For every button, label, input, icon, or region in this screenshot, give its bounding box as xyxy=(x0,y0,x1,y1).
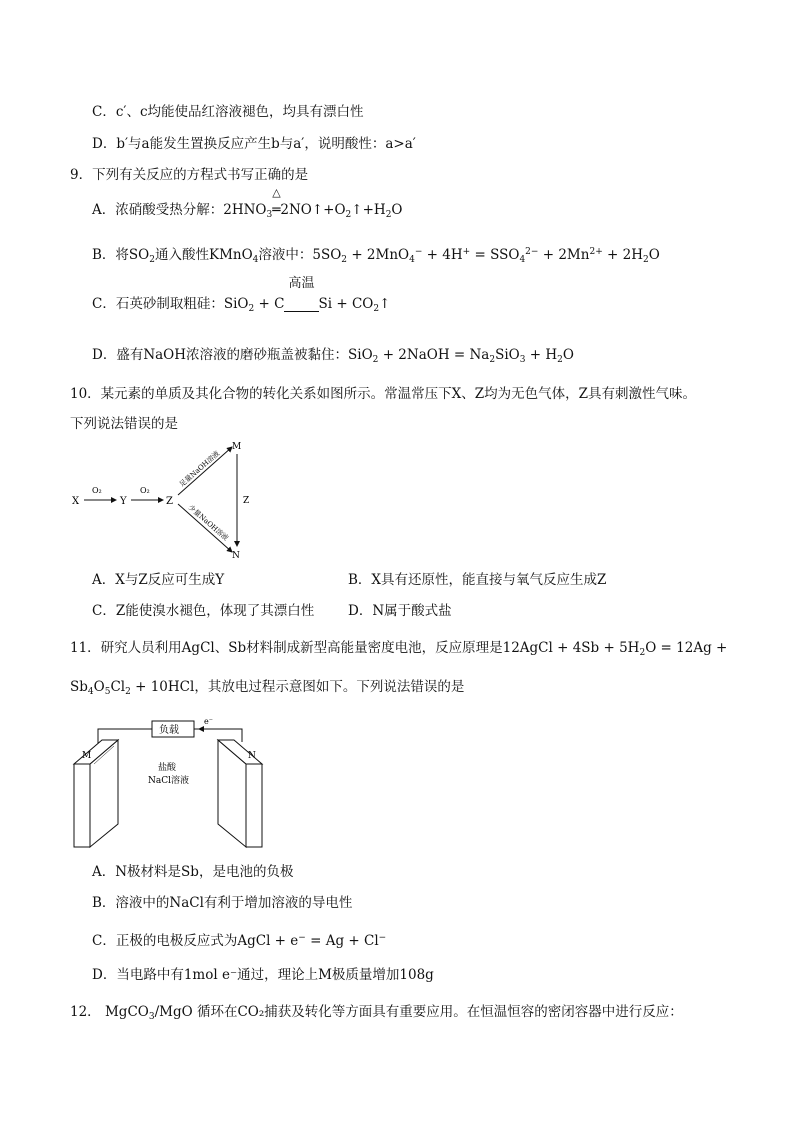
q10-option-c: C．Z能使溴水褪色，体现了其漂白性 xyxy=(92,603,315,619)
q11-stem-line2: $Sb_4O_5Cl_2 + 10HCl$，其放电过程示意图如下。下列说法错误的是 xyxy=(70,679,465,697)
q10-option-a: A．X与Z反应可生成Y xyxy=(92,572,225,588)
q9-option-c: C．石英砂制取粗硅：SiO$_2$ + C 高温 $Si + CO_2↑$ xyxy=(92,276,391,314)
node-z: Z xyxy=(166,496,173,507)
q8-option-c: C．c′、c均能使品红溶液褪色，均具有漂白性 xyxy=(92,104,364,120)
lower-reagent-label: 少量NaOH溶液 xyxy=(186,503,230,543)
q9-option-a-label: A．浓硝酸受热分解： xyxy=(92,202,224,218)
load-label: 负载 xyxy=(159,725,179,736)
electron-label: e⁻ xyxy=(204,717,213,726)
heat-arrow: △ ═ xyxy=(272,186,281,218)
high-temp-label: 高温 xyxy=(288,276,315,291)
q9-option-b-mid2: 溶液中： xyxy=(258,247,313,263)
high-temp-arrow xyxy=(284,276,318,314)
q11-battery-diagram xyxy=(70,712,280,852)
o2-label-1: O₂ xyxy=(92,486,102,495)
edge-z-label: Z xyxy=(243,496,250,506)
q8-option-d: D．b′与a能发生置换反应产生b与a′，说明酸性：a>a′ xyxy=(92,136,416,152)
node-n: N xyxy=(232,551,240,560)
q9-option-d: D．盛有NaOH浓溶液的磨砂瓶盖被黏住：SiO$_2$ + 2NaOH = $Na_2SiO_3 + H_2O$ xyxy=(92,347,574,365)
q9-option-b: B．将$SO_2$通入酸性KMnO$_4$溶液中：$5SO_2 + 2MnO_4^- + 4H^+ = SSO_4^{2-} + 2Mn^{2+} + 2H_2O$ xyxy=(92,247,660,265)
q9-option-b-label: B．将SO xyxy=(92,247,150,263)
electrode-n-front xyxy=(246,764,262,847)
q9-option-c-label: C．石英砂制取粗硅： xyxy=(92,296,224,312)
q11-option-b: B．溶液中的NaCl有利于增加溶液的导电性 xyxy=(92,895,353,911)
q12-number: 12． xyxy=(70,1004,101,1020)
q9-option-d-label: D．盛有NaOH浓溶液的磨砂瓶盖被黏住： xyxy=(92,347,349,363)
arrow-z-n xyxy=(178,504,232,552)
q10-option-d: D．N属于酸式盐 xyxy=(348,603,452,619)
q11-option-c-label: C．正极的电极反应式为 xyxy=(92,933,238,949)
solution-label-1: 盐酸 xyxy=(158,763,177,773)
q9-option-b-mid: 通入酸性KMnO xyxy=(154,247,253,263)
q11-stem-suffix: ，其放电过程示意图如下。下列说法错误的是 xyxy=(194,679,465,695)
o2-label-2: O₂ xyxy=(140,486,150,495)
solution-label-2: NaCl溶液 xyxy=(148,776,190,786)
q11-stem-text: 11．研究人员利用AgCl、Sb材料制成新型高能量密度电池，反应原理是 xyxy=(70,640,503,656)
electrode-m-front xyxy=(74,764,90,847)
node-m: M xyxy=(232,442,242,452)
q11-option-a: A．N极材料是Sb，是电池的负极 xyxy=(92,864,294,880)
q9-option-a: A．浓硝酸受热分解：$2HNO_3$ △ $═2NO↑+O_2↑+H_2O$ xyxy=(92,186,403,220)
q12-stem-text: 循环在CO₂捕获及转化等方面具有重要应用。在恒温恒容的密闭容器中进行反应： xyxy=(196,1004,683,1020)
electrode-m-label: M xyxy=(82,751,92,761)
q10-transformation-diagram xyxy=(70,440,260,560)
electrode-n-label: N xyxy=(248,751,256,761)
arrow-z-m xyxy=(178,447,232,495)
node-y: Y xyxy=(120,496,127,507)
q12-stem: 12． MgCO$_3$/MgO 循环在CO₂捕获及转化等方面具有重要应用。在恒温恒容的密闭容器中进行反应： xyxy=(70,1004,683,1022)
q10-stem-line1: 10．某元素的单质及其化合物的转化关系如图所示。常温常压下X、Z均为无色气体，Z具有刺激性气味。 xyxy=(70,386,697,402)
q9-stem: 9．下列有关反应的方程式书写正确的是 xyxy=(70,167,309,183)
q11-option-c: C．正极的电极反应式为AgCl + e− = Ag + Cl− xyxy=(92,933,387,949)
q10-stem-line2: 下列说法错误的是 xyxy=(70,416,178,432)
upper-reagent-label: 足量NaOH溶液 xyxy=(178,449,222,489)
q11-stem-line1: 11．研究人员利用AgCl、Sb材料制成新型高能量密度电池，反应原理是12AgCl + $4Sb + 5H_2O = 12Ag$ + xyxy=(70,640,728,658)
heat-symbol: △ xyxy=(272,186,281,199)
q11-option-d: D．当电路中有1mol e⁻通过，理论上M极质量增加108g xyxy=(92,967,434,983)
node-x: X xyxy=(72,496,80,507)
q10-option-b: B．X具有还原性，能直接与氧气反应生成Z xyxy=(348,572,607,588)
